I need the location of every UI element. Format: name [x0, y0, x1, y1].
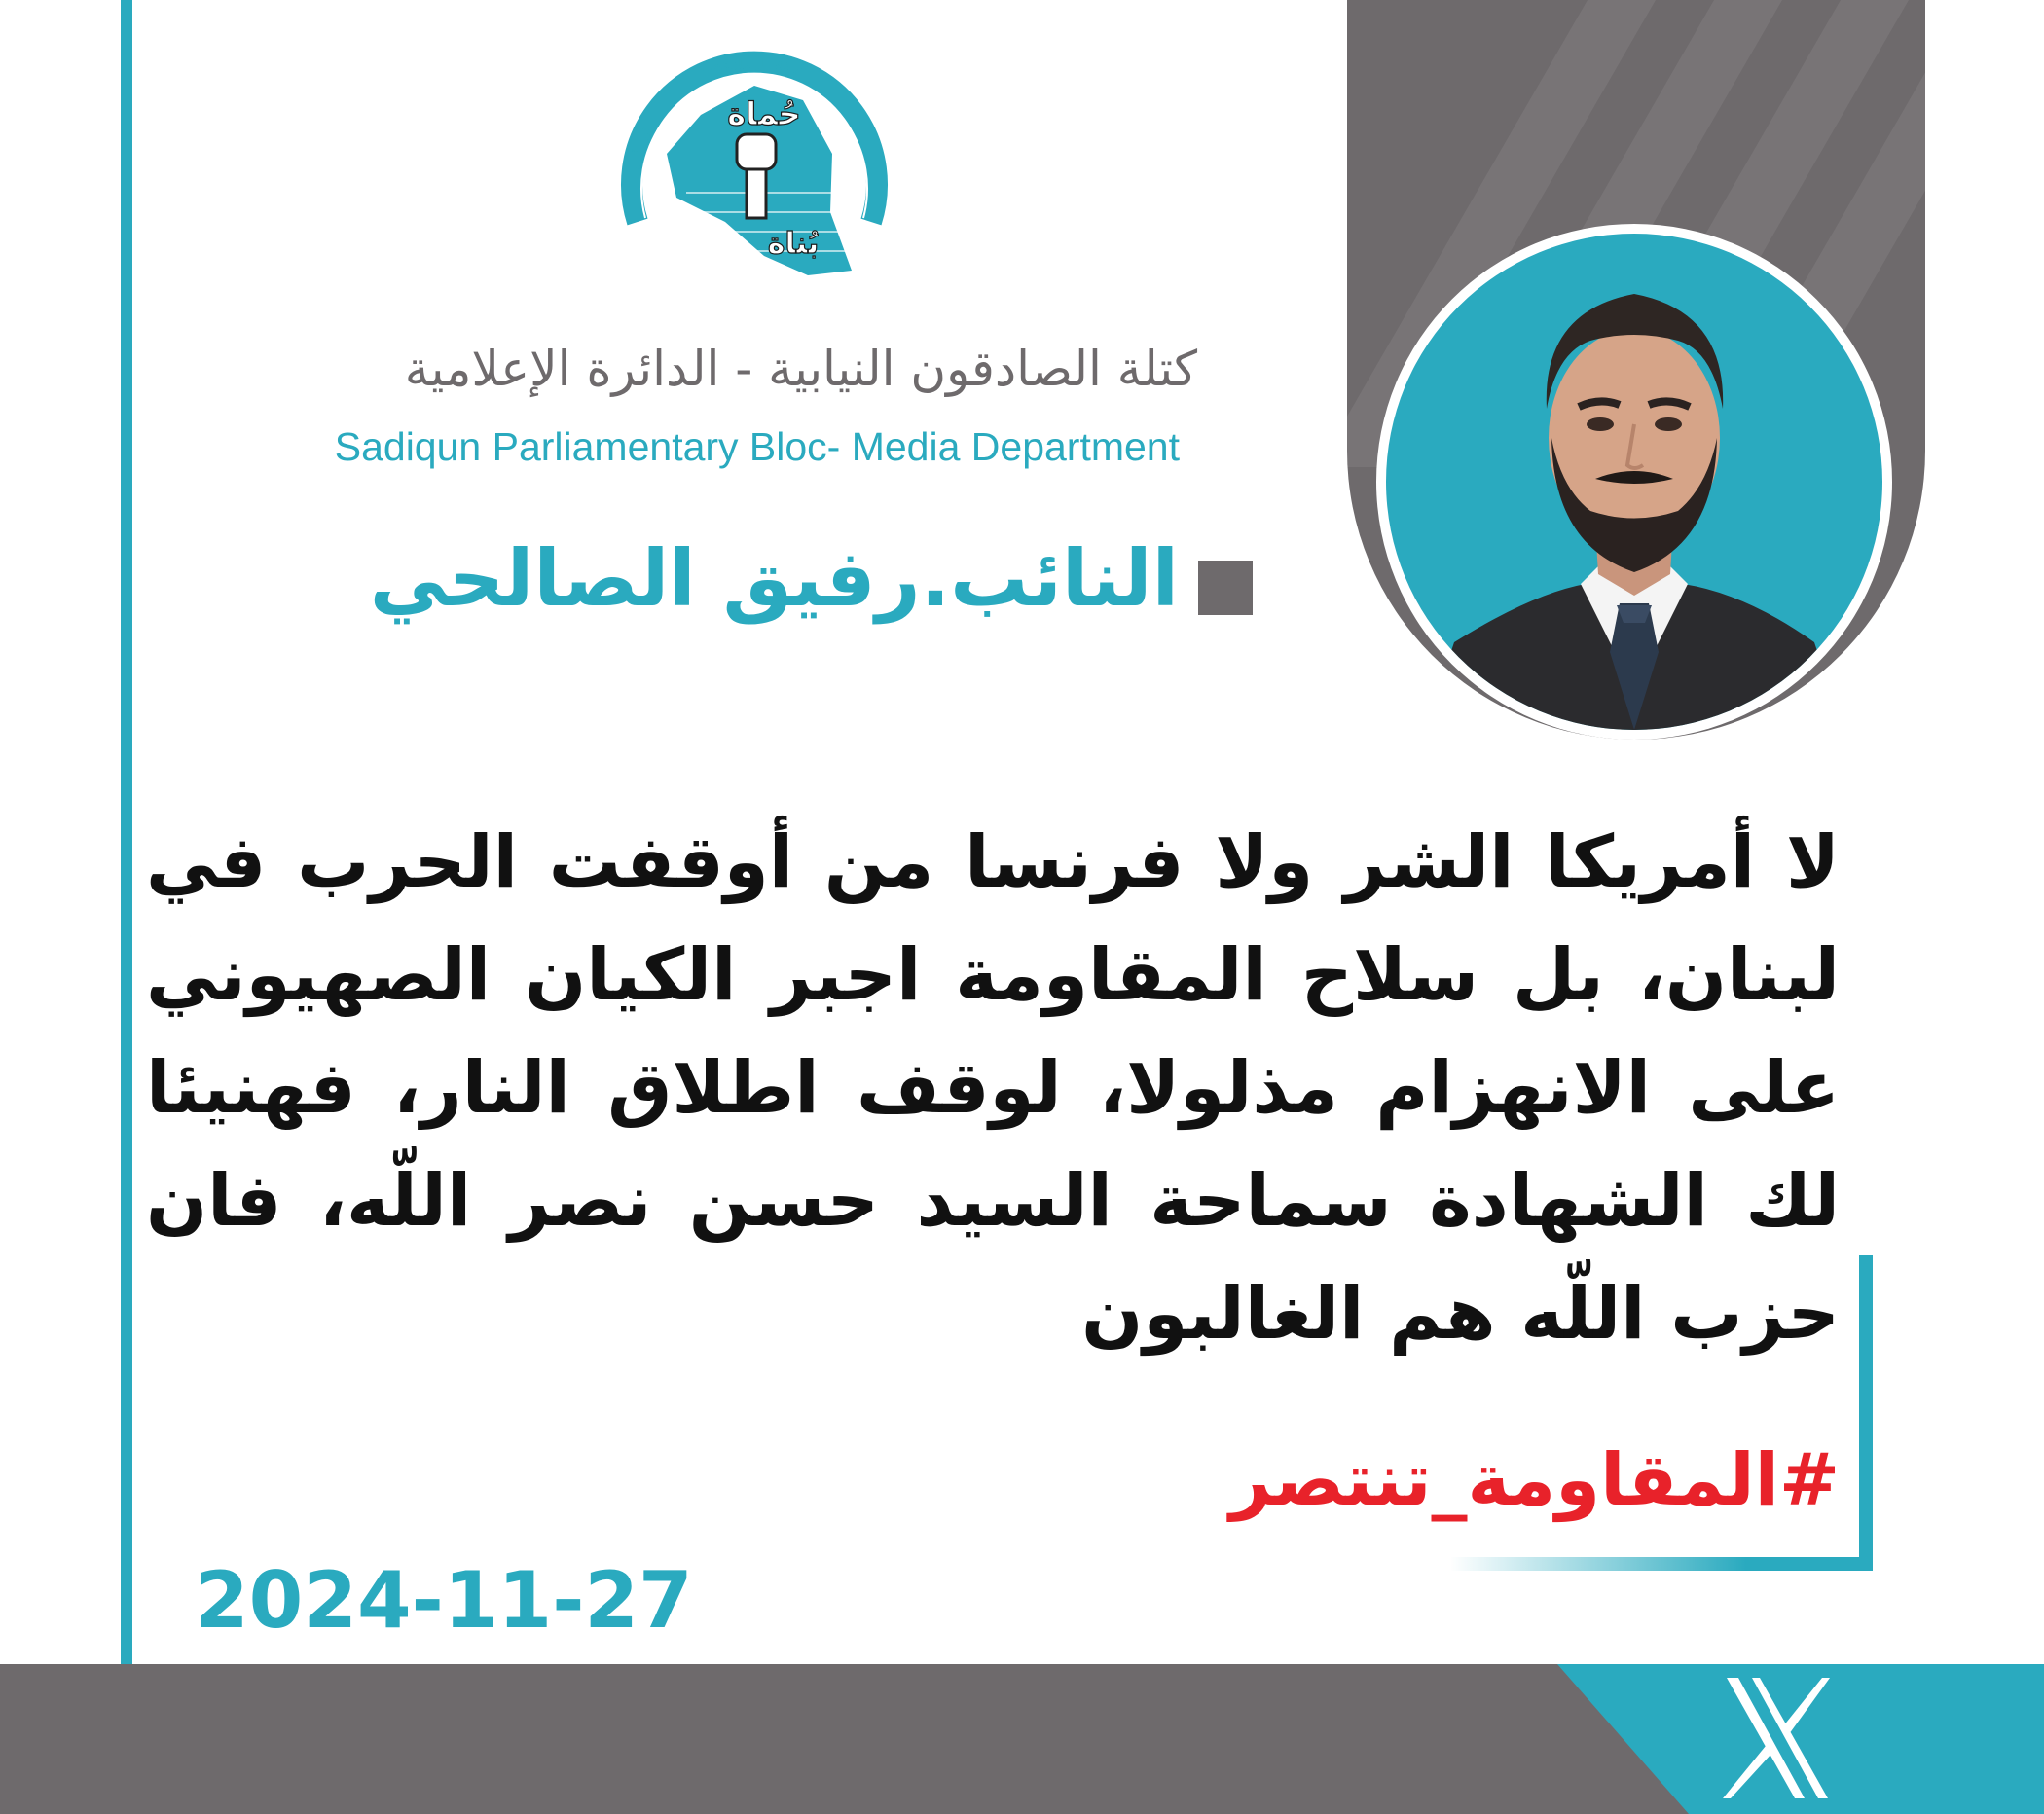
portrait-frame — [1376, 224, 1892, 740]
quote-frame-horizontal — [1450, 1557, 1873, 1571]
header-english-title: Sadiqun Parliamentary Bloc- Media Department — [334, 424, 1180, 469]
portrait-illustration — [1386, 234, 1882, 730]
logo-arc-text: حركة الصادقون — [700, 54, 813, 75]
speaker-portrait — [1386, 234, 1882, 730]
left-accent-rule — [121, 0, 132, 1664]
logo-word-top: حُماة — [727, 95, 801, 132]
hashtag: #المقاومة_تنتصر — [1229, 1438, 1840, 1522]
logo-word-bottom: بُناة — [767, 227, 820, 261]
speaker-name: النائب.رفيق الصالحي — [369, 533, 1179, 624]
logo-side-text: الله أكبر — [626, 126, 657, 175]
header-arabic-title: كتلة الصادقون النيابية - الدائرة الإعلامية — [404, 341, 1197, 397]
quote-frame-vertical — [1859, 1255, 1873, 1569]
bullet-square — [1198, 561, 1253, 615]
post-date: 2024-11-27 — [195, 1555, 693, 1646]
organization-logo — [608, 27, 900, 300]
x-logo-icon[interactable] — [1721, 1674, 1834, 1802]
quote-text: لا أمريكا الشر ولا فرنسا من أوقفت الحرب في لبنان، بل سلاح المقاومة اجبر الكيان الصهيوني على الانهزام مذلولا، لوقف اطلاق النار، فهنيئا لك الشهادة سماحة السيد حسن نصر اللّه، فان حزب اللّه هم الغالبون — [146, 820, 1840, 1356]
logo-emblem — [608, 27, 900, 300]
speaker-name-block — [292, 533, 1260, 640]
x-logo-glyph — [1721, 1674, 1834, 1802]
